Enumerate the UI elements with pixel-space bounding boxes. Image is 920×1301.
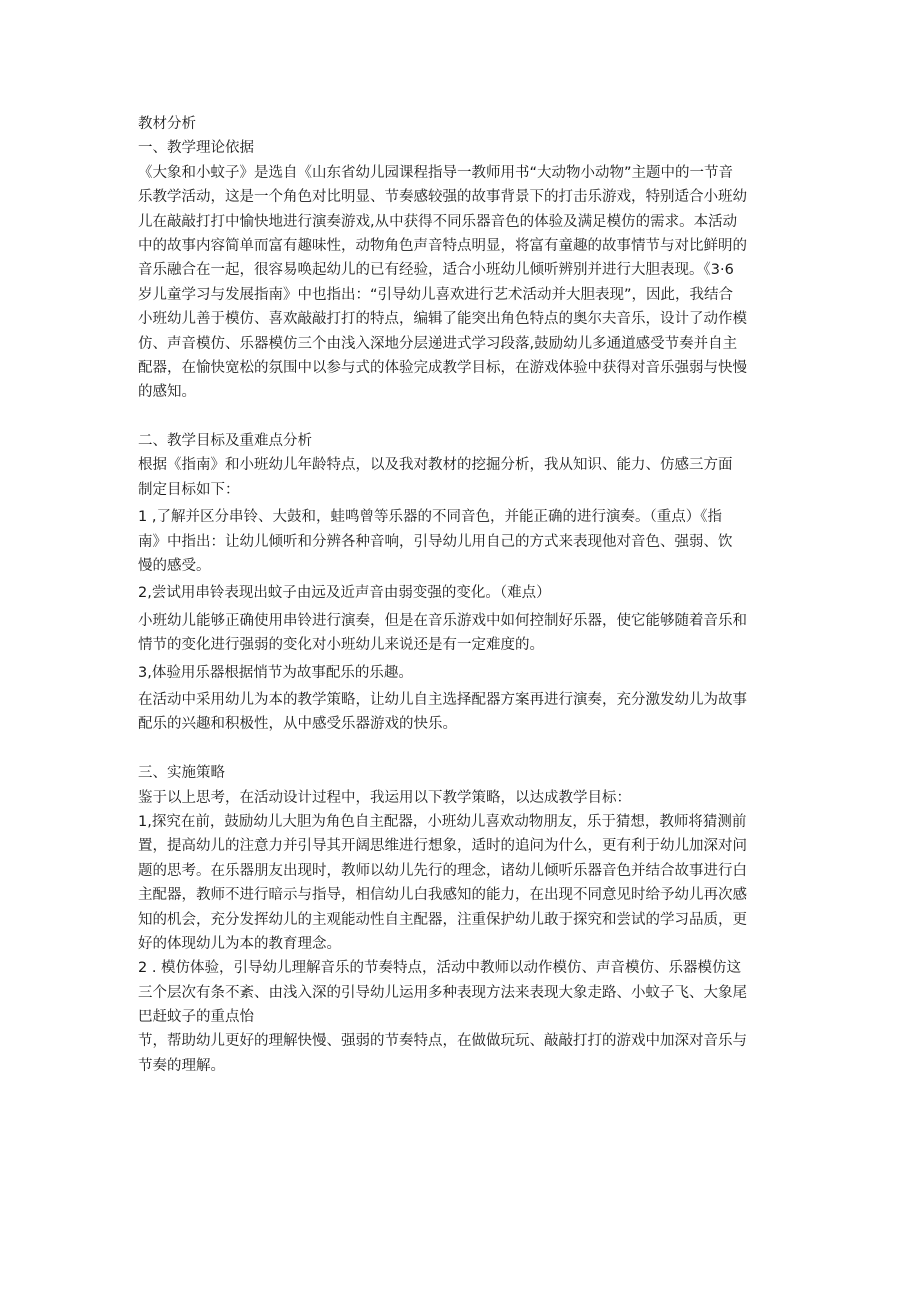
paragraph-line: 制定目标如下：	[138, 481, 240, 498]
paragraph-line: 中的故事内容简单而富有趣味性，动物角色声音特点明显，将富有童趣的故事情节与对比鲜明的	[138, 237, 747, 254]
goal-3-desc-line: 在活动中采用幼儿为本的教学策略，让幼儿自主选择配器方案再进行演奏，充分激发幼儿为故事	[138, 691, 747, 708]
document-title: 教材分析	[138, 116, 196, 132]
paragraph-line: 仿、声音模仿、乐器模仿三个由浅入深地分层递进式学习段落,鼓励幼儿多通道感受节奏并自主	[138, 335, 738, 352]
goal-3-line: 3,体验用乐器根据悄节为故事配乐的乐趣。	[138, 664, 413, 681]
goal-2-line: 2,尝试用串铃表现出蚊子由远及近声音由弱变强的变化。（难点）	[138, 585, 551, 602]
strategy-2-line: 节，帮助幼儿更好的理解快慢、强弱的节奏特点，在做做玩玩、敲敲打打的游戏中加深对音乐与	[138, 1033, 747, 1050]
paragraph-line: 岁儿童学习与发展指南》中也指出：“引导幼儿喜欢进行艺术活动并大胆表现”，因此，我结合	[138, 286, 734, 303]
strategy-1-line: 1,探究在前，鼓励幼儿大胆为角色自主配器，小班幼儿喜欢动物朋友，乐于猜想，教师将猜测前	[138, 813, 747, 830]
strategy-1-line: 题的思考。在乐器朋友出现时，教师以幼儿先行的理念，诸幼儿倾听乐器音色并结合故事进行白	[138, 862, 747, 879]
section3-heading: 三、实施策略	[138, 765, 225, 782]
paragraph-line: 儿在敲敲打打中愉快地进行演奏游戏,从中获得不同乐器音色的体验及满足模仿的需求。本活动	[138, 213, 738, 230]
paragraph-line: 配器，在愉快宽松的氛围中以参与式的体验完成教学目标，在游戏体验中获得对音乐强弱与快慢	[138, 359, 747, 376]
section2-heading: 二、教学目标及重难点分析	[138, 433, 312, 450]
strategy-1-line: 主配器，教师不进行暗示与指导，相信幼儿白我感知的能力，在出现不同意见时给予幼儿再次感	[138, 887, 747, 904]
section-spacer	[138, 405, 788, 429]
goal-1-line: 慢的感受。	[138, 558, 211, 575]
paragraph-line: 根据《指南》和小班幼儿年龄特点，以及我对教材的挖掘分析，我从知识、能力、仿感三方面	[138, 457, 733, 474]
strategy-2-line: 巴赶蚊子的重点怡	[138, 1009, 254, 1026]
paragraph-line: 鉴于以上思考，在活动设计过程中，我运用以下教学策略，以达成教学目标：	[138, 789, 631, 806]
paragraph-line: 小班幼儿善于模仿、喜欢敲敲打打的特点，编辑了能突出角色特点的奥尔夫音乐，设计了动作模	[138, 311, 747, 328]
strategy-1-line: 好的体现幼儿为本的教育理念。	[138, 935, 341, 952]
paragraph-line: 乐教学活动，这是一个角色对比明显、节奏感较强的故事背景下的打击乐游戏，特别适合小班幼	[138, 189, 747, 206]
paragraph-line: 的感知。	[138, 384, 196, 401]
document-page	[138, 112, 788, 1078]
section-spacer	[138, 737, 788, 761]
paragraph-line: 《大象和小蚊子》是选自《山东省幼儿园课程指导一教师用书“大动物小动物”主题中的一节音	[138, 164, 734, 181]
goal-3-desc-line: 配乐的兴趣和积极性，从中感受乐器游戏的快乐。	[138, 716, 457, 733]
strategy-2-line: 三个层次有条不紊、由浅入深的引导幼儿运用多种表现方法来表现大象走路、小蚊子飞、大象尾	[138, 984, 747, 1001]
strategy-2-line: 节奏的理解。	[138, 1057, 225, 1074]
strategy-1-line: 知的机会，充分发挥幼儿的主观能动性自主配器，注重保护幼儿敢于探究和尝试的学习品质，更	[138, 911, 747, 928]
strategy-2-line: 2 . 模仿体验，引导幼儿理解音乐的节奏特点，活动中教师以动作模仿、声音模仿、乐器模仿这	[138, 960, 742, 977]
goal-2-desc-line: 情节的变化进行强弱的变化对小班幼儿来说还是有一定难度的。	[138, 637, 544, 654]
goal-1-line: 1 ,了解并区分串铃、大鼓和，蛙鸣曾等乐器的不同音色，并能正确的进行演奏。（重点）《指	[138, 509, 722, 526]
section1-heading: 一、教学理论依据	[138, 140, 254, 157]
goal-1-line: 南》中指出：让幼儿倾听和分辨各种音响，引导幼儿用自己的方式来表现他对音色、强弱、饮	[138, 533, 733, 550]
paragraph-line: 音乐融合在一起，很容易唤起幼儿的已有经验，适合小班幼儿倾听辨别并进行大胆表现。《3·6	[138, 262, 734, 279]
section1-body	[138, 161, 788, 405]
goal-2-desc-line: 小班幼儿能够正确使用串铃进行演奏，但是在音乐游戏中如何控制好乐器，使它能够随着音乐和	[138, 612, 747, 629]
strategy-1-line: 置，提高幼儿的注意力并引导其开阔思维进行想象，适时的追问为什么，更有利于幼儿加深对问	[138, 838, 747, 855]
